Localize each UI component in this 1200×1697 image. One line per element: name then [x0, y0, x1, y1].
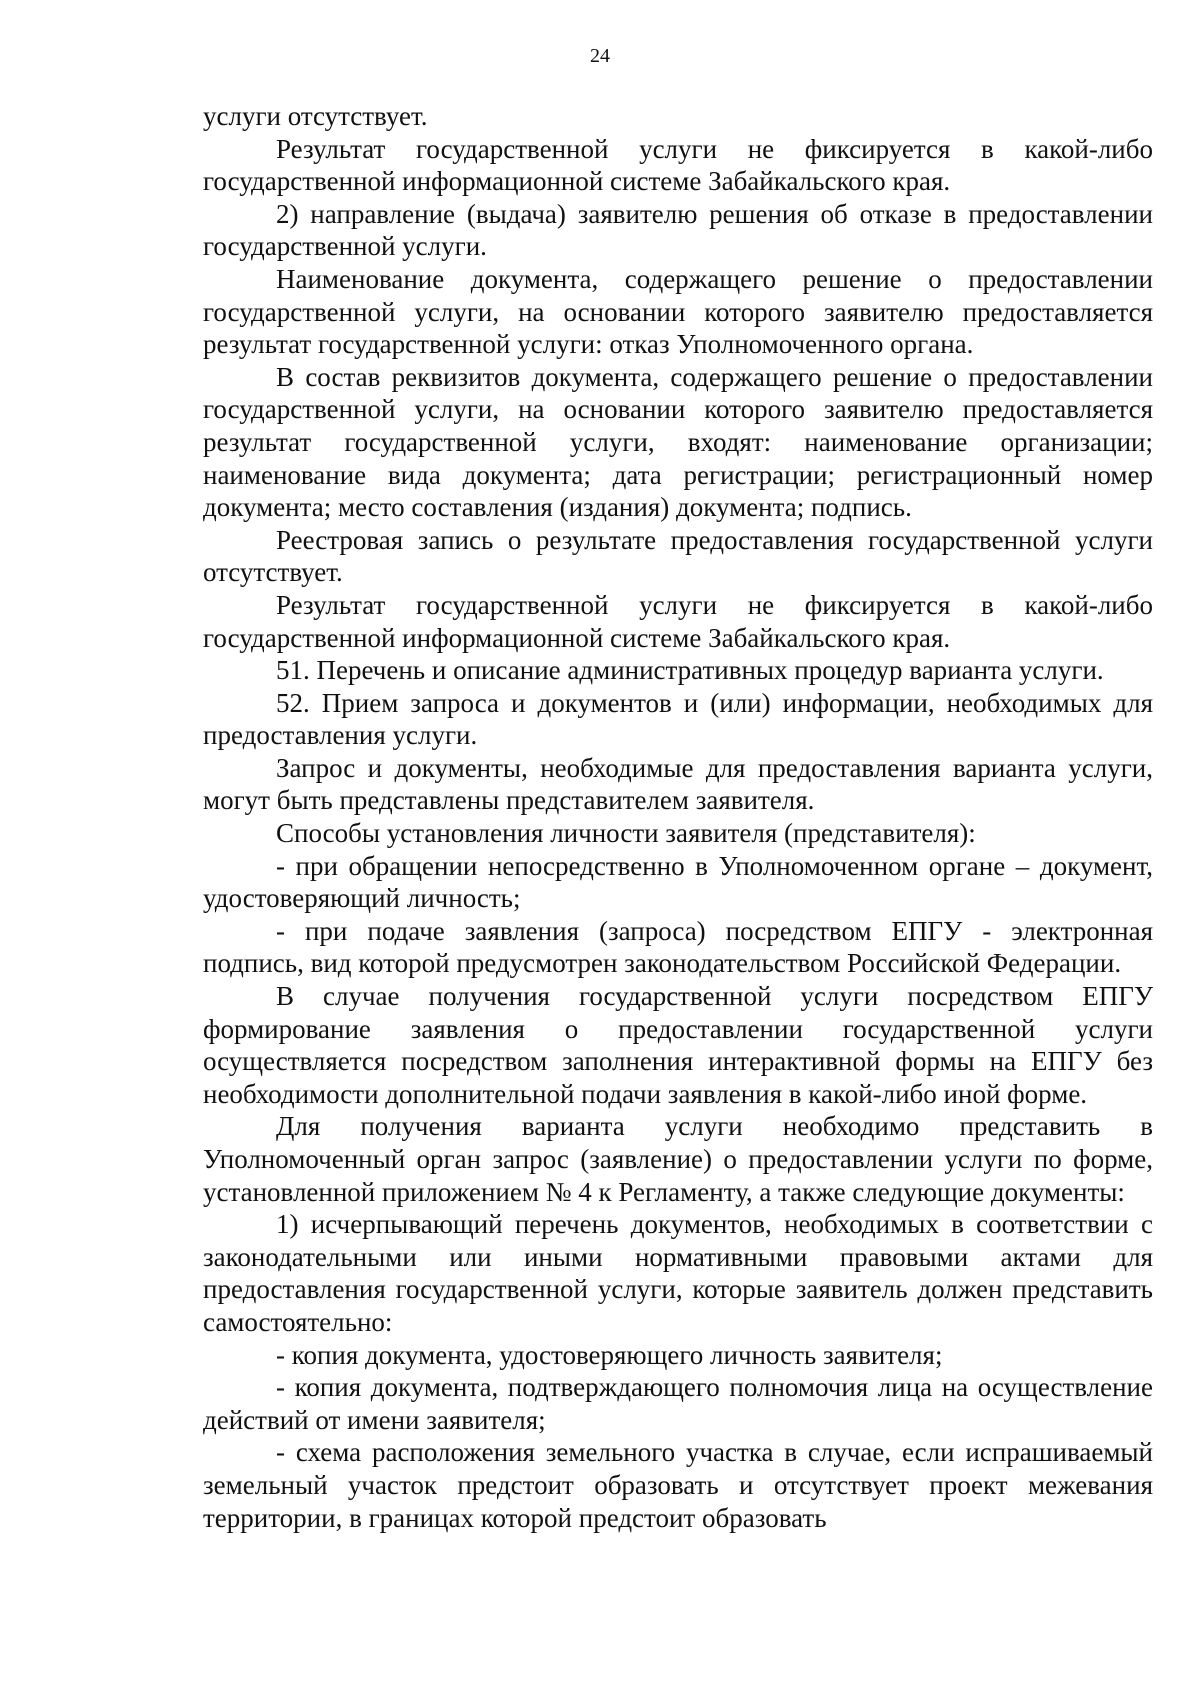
page-number: 24: [590, 45, 610, 67]
paragraph: 51. Перечень и описание административных процедур варианта услуги.: [276, 655, 1104, 686]
paragraph: В случае получения государственной услуги посредством ЕПГУ формирование заявления о предоставлении государственной услуги осуществляется посредством заполнения интерактивной формы на ЕПГУ без необходимости дополнительной подачи заявления в какой-либо иной форме.: [203, 981, 1153, 1109]
paragraph: Результат государственной услуги не фиксируется в какой-либо государственной информационной системе Забайкальского края.: [203, 133, 1153, 197]
paragraph: 2) направление (выдача) заявителю решения об отказе в предоставлении государственной услуги.: [203, 198, 1153, 262]
list-item: - при подаче заявления (запроса) посредством ЕПГУ - электронная подпись, вид которой предусмотрен законодательством Российской Федерации.: [203, 915, 1153, 979]
document-body: [203, 100, 1153, 1534]
paragraph: В состав реквизитов документа, содержащего решение о предоставлении государственной услуги, на основании которого заявителю предоставляется результат государственной услуги, входят: наименование организации; наименование вида документа; дата регистрации; регистрационный номер документа; место составления (издания) документа; подпись.: [203, 361, 1153, 523]
paragraph: 1) исчерпывающий перечень документов, необходимых в соответствии с законодательными или иными нормативными правовыми актами для предоставления государственной услуги, которые заявитель должен представить самостоятельно:: [203, 1209, 1153, 1337]
paragraph: Реестровая запись о результате предоставления государственной услуги отсутствует.: [203, 524, 1153, 588]
list-item: - схема расположения земельного участка в случае, если испрашиваемый земельный участок предстоит образовать и отсутствует проект межевания территории, в границах которой предстоит образовать: [203, 1437, 1153, 1533]
paragraph: Способы установления личности заявителя (представителя):: [276, 818, 976, 849]
list-item: - копия документа, подтверждающего полномочия лица на осуществление действий от имени заявителя;: [203, 1372, 1153, 1435]
paragraph: услуги отсутствует.: [203, 101, 428, 131]
paragraph: 52. Прием запроса и документов и (или) информации, необходимых для предоставления услуги.: [203, 687, 1153, 751]
paragraph: Для получения варианта услуги необходимо представить в Уполномоченный орган запрос (заявление) о предоставлении услуги по форме, установленной приложением № 4 к Регламенту, а также следующие документы:: [203, 1111, 1153, 1207]
paragraph: Наименование документа, содержащего решение о предоставлении государственной услуги, на основании которого заявителю предоставляется результат государственной услуги: отказ Уполномоченного органа.: [203, 263, 1153, 360]
list-item: - копия документа, удостоверяющего личность заявителя;: [276, 1339, 943, 1370]
paragraph: Результат государственной услуги не фиксируется в какой-либо государственной информационной системе Забайкальского края.: [203, 589, 1153, 653]
paragraph: Запрос и документы, необходимые для предоставления варианта услуги, могут быть представлены представителем заявителя.: [203, 752, 1153, 816]
list-item: - при обращении непосредственно в Уполномоченном органе – документ, удостоверяющий личность;: [203, 850, 1153, 914]
